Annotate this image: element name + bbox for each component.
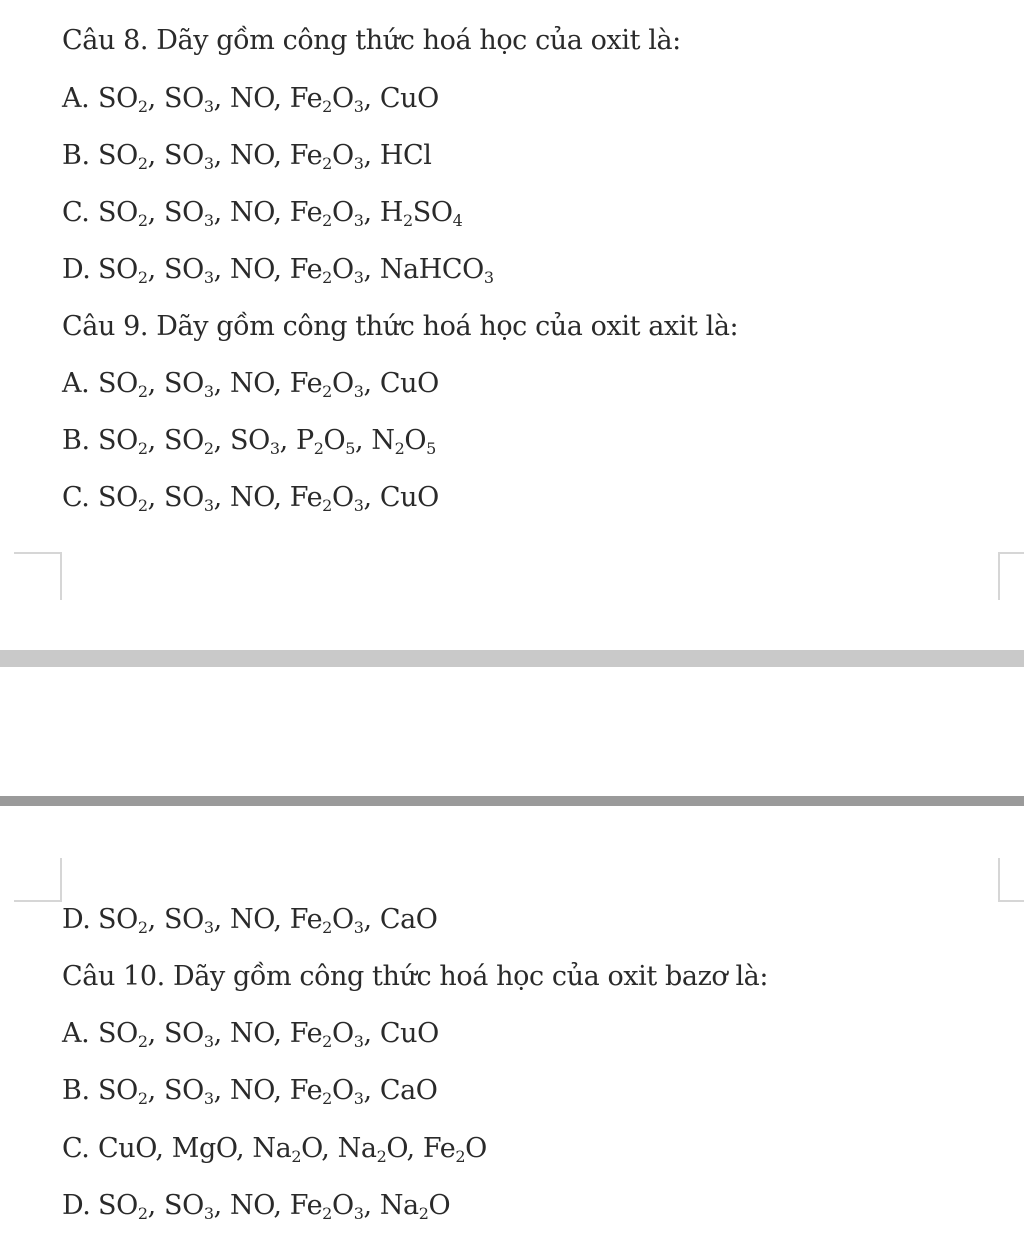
q9-option-c [62,481,1004,515]
option-formula: $SO_2$, $SO_2$, $SO_3$, $P_2O_5$, $N_2O_5$ [98,425,436,458]
option-letter: A. [62,1018,90,1049]
question-9-text: Câu 9. Dãy gồm công thức hoá học của oxit axit là: [62,311,739,342]
q9-option-d [62,903,1004,937]
option-formula: $SO_2$, $SO_3$, NO, $Fe_2O_3$, $H_2SO_4$ [98,197,463,230]
option-formula: $SO_2$, $SO_3$, NO, $Fe_2O_3$, CuO [98,1018,439,1051]
option-letter: C. [62,197,90,228]
q8-option-a [62,82,1004,116]
q8-option-d [62,253,1004,287]
option-formula: $SO_2$, $SO_3$, NO, $Fe_2O_3$, CaO [98,1075,438,1108]
option-formula: $SO_2$, $SO_3$, NO, $Fe_2O_3$, NaHCO$_3$ [98,254,494,287]
option-letter: D. [62,904,91,935]
q10-option-d [62,1189,1004,1223]
margin-corner-mark-bottom-right [998,858,1024,902]
option-letter: B. [62,425,90,456]
option-formula: $SO_2$, $SO_3$, NO, $Fe_2O_3$, CuO [98,83,439,116]
q9-option-b [62,424,1004,458]
option-formula: $SO_2$, $SO_3$, NO, $Fe_2O_3$, CaO [98,904,438,937]
option-letter: D. [62,1190,91,1221]
question-10-text: Câu 10. Dãy gồm công thức hoá học của oxit bazơ là: [62,961,769,992]
option-formula: $SO_2$, $SO_3$, NO, $Fe_2O_3$, $Na_2O$ [98,1190,451,1223]
option-formula: $SO_2$, $SO_3$, NO, $Fe_2O_3$, CuO [98,368,439,401]
page-gap-shadow-bottom [0,796,1024,806]
margin-corner-mark-bottom-left [14,858,62,902]
q10-option-a [62,1017,1004,1051]
q10-option-c [62,1132,1004,1166]
option-formula: CuO, MgO, $Na_2O$, $Na_2O$, $Fe_2O$ [98,1133,487,1166]
q9-option-a [62,367,1004,401]
option-letter: C. [62,1133,90,1164]
option-letter: C. [62,482,90,513]
option-letter: D. [62,254,91,285]
page-gap-shadow-top [0,650,1024,667]
q8-option-c [62,196,1004,230]
page-gap [0,652,1024,806]
option-formula: $SO_2$, $SO_3$, NO, $Fe_2O_3$, HCl [98,140,432,173]
option-formula: $SO_2$, $SO_3$, NO, $Fe_2O_3$, CuO [98,482,439,515]
q8-option-b [62,139,1004,173]
option-letter: B. [62,1075,90,1106]
option-letter: B. [62,140,90,171]
margin-corner-mark-top-right [998,552,1024,600]
question-8-text: Câu 8. Dãy gồm công thức hoá học của oxit là: [62,25,681,56]
option-letter: A. [62,368,90,399]
margin-corner-mark-top-left [14,552,62,600]
option-letter: A. [62,83,90,114]
q10-option-b [62,1074,1004,1108]
